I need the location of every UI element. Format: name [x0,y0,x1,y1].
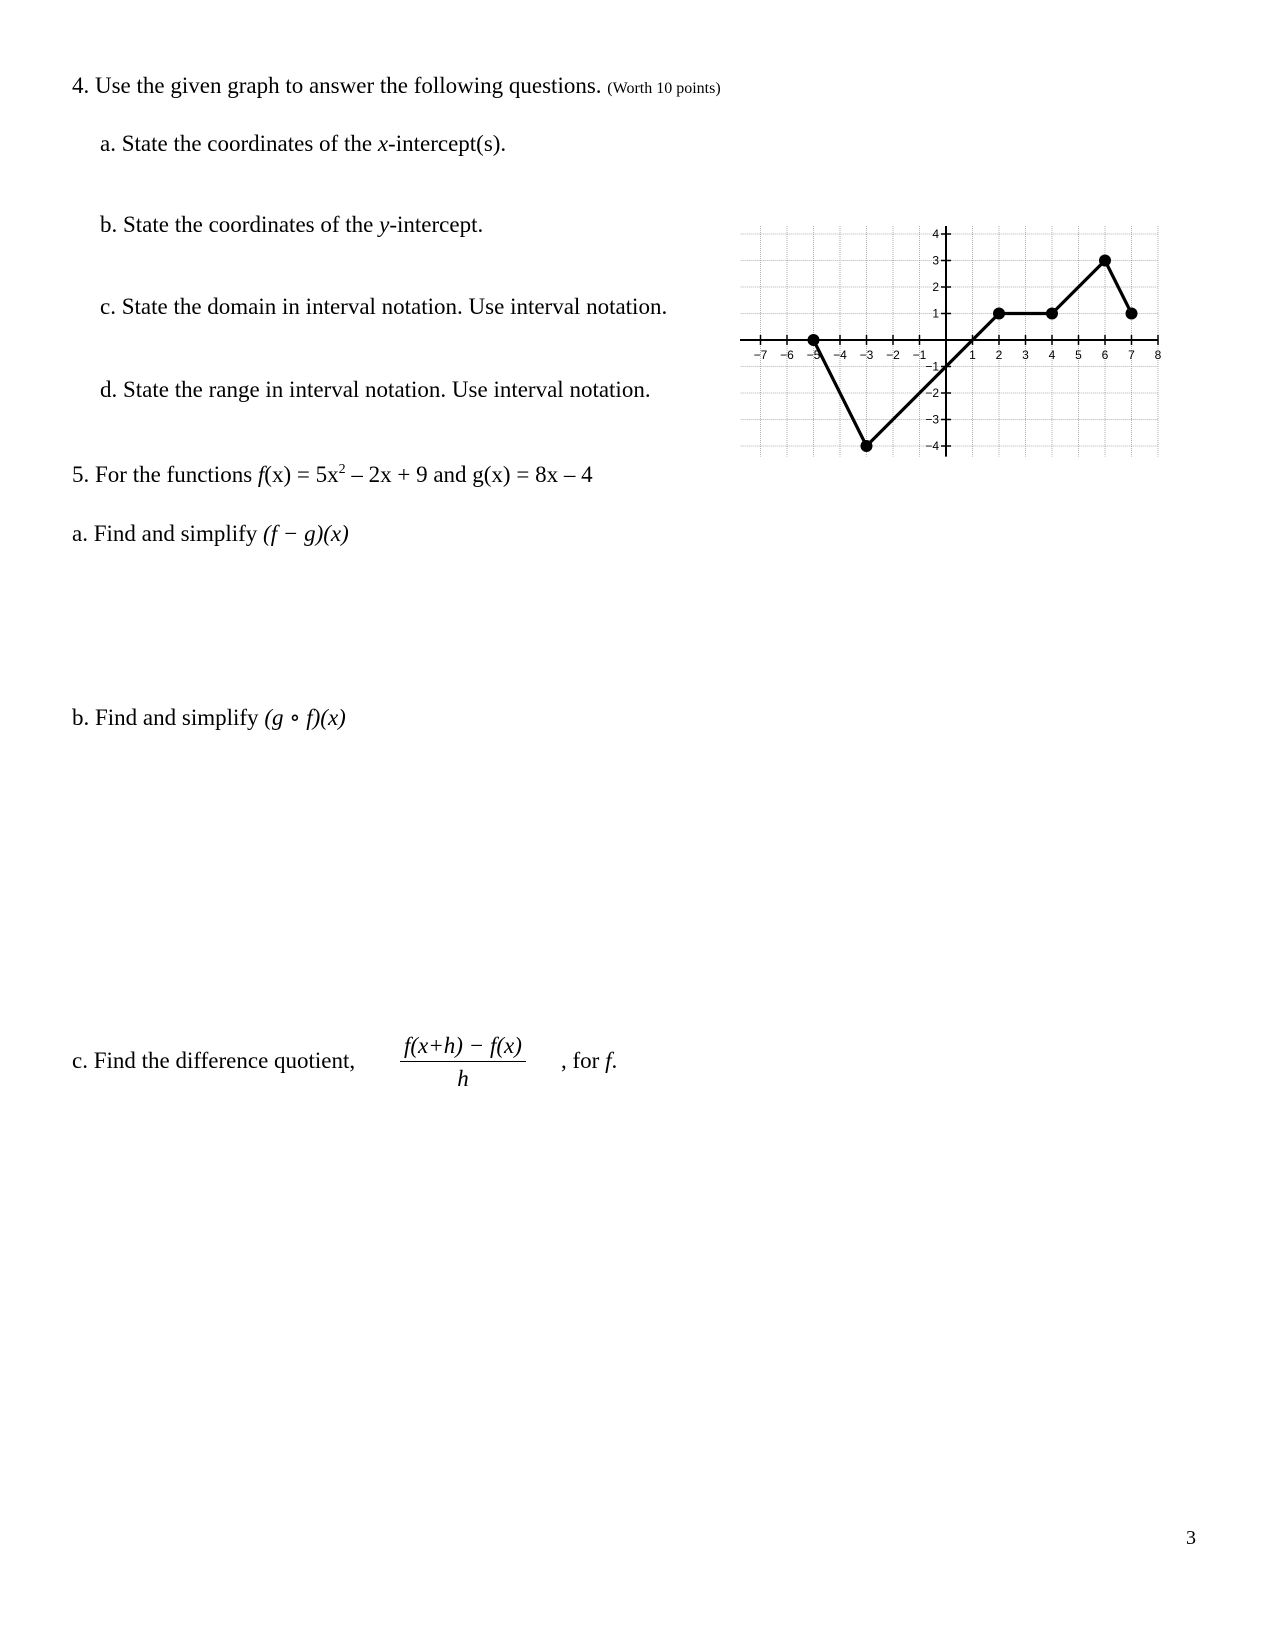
data-point [861,440,873,452]
difference-quotient-fraction [400,1033,526,1092]
x-tick-label: 2 [995,348,1003,362]
q4-number: 4. [72,73,90,98]
x-tick-label: −6 [780,348,794,362]
data-point [1046,308,1058,320]
q4-a-prefix: a. State the coordinates of the [100,131,378,156]
fraction-numerator: f(x+h) − f(x) [400,1033,526,1062]
data-point [808,334,820,346]
q4-part-d: d. State the range in interval notation. Use interval notation. [100,377,651,402]
x-tick-label: 7 [1128,348,1135,362]
q5-a-label: a. Find and simplify [72,521,264,546]
q4-b-suffix: -intercept. [389,212,484,237]
y-tick-label: 1 [932,306,939,321]
y-tick-label: −3 [925,412,939,427]
x-tick-label: −1 [912,348,927,362]
data-point [1126,308,1138,320]
q4-a-var: x [377,131,389,156]
q4-title: Use the given graph to answer the following questions. [95,73,602,98]
q4-part-b [100,213,483,236]
x-tick-label: −7 [753,348,768,362]
q5-c-var: f [605,1048,612,1073]
q4-b-var: y [379,212,390,237]
q5-part-c-label: c. Find the difference quotient, [72,1048,356,1073]
y-tick-label: −1 [925,359,939,374]
x-tick-label: −5 [806,348,821,362]
y-tick-label: 4 [932,227,939,241]
x-tick-label: 4 [1048,348,1056,362]
y-tick-label: 2 [932,280,939,294]
q4-part-a [100,132,506,155]
x-tick-label: −2 [886,348,900,362]
q5-intro-prefix: 5. For the functions [72,462,258,487]
x-tick-label: 1 [969,348,976,362]
function-graph [740,165,1170,510]
q5-b-expression: (g ∘ f)(x) [264,705,346,730]
x-tick-label: 5 [1075,348,1082,362]
q5-part-a [72,522,349,545]
x-tick-label: 3 [1022,348,1029,362]
q4-part-c: c. State the domain in interval notation. Use interval notation. [100,294,668,319]
x-tick-label: 6 [1101,348,1109,362]
q5-part-c-suffix [561,1049,617,1072]
y-tick-label: −4 [925,439,939,453]
q5-f-def-2: – 2x + 9 and g(x) = 8x – 4 [345,462,593,487]
q5-f-name: f [257,462,265,487]
x-tick-label: −3 [859,348,874,362]
x-tick-label: 8 [1154,348,1162,362]
q5-f-def-1: (x) = 5x [264,462,339,487]
q4-b-prefix: b. State the coordinates of the [100,212,380,237]
x-tick-label: −4 [833,348,847,362]
q5-c-suffix: , for [561,1048,606,1073]
fraction-denominator: h [457,1066,469,1091]
q5-part-b [72,706,346,729]
q5-b-label: b. Find and simplify [72,705,265,730]
data-point [1099,255,1111,267]
q4-heading [72,74,721,97]
data-point [993,308,1005,320]
q5-f-exponent: 2 [338,462,346,477]
q5-intro [72,463,593,486]
y-tick-label: −2 [925,386,939,400]
q5-a-expression: (f − g)(x) [263,521,349,546]
q4-worth: (Worth 10 points) [607,80,721,97]
y-tick-label: 3 [932,253,939,268]
q4-a-suffix: -intercept(s). [388,131,507,156]
q5-c-end: . [611,1048,618,1073]
page-number: 3 [1186,1527,1196,1549]
